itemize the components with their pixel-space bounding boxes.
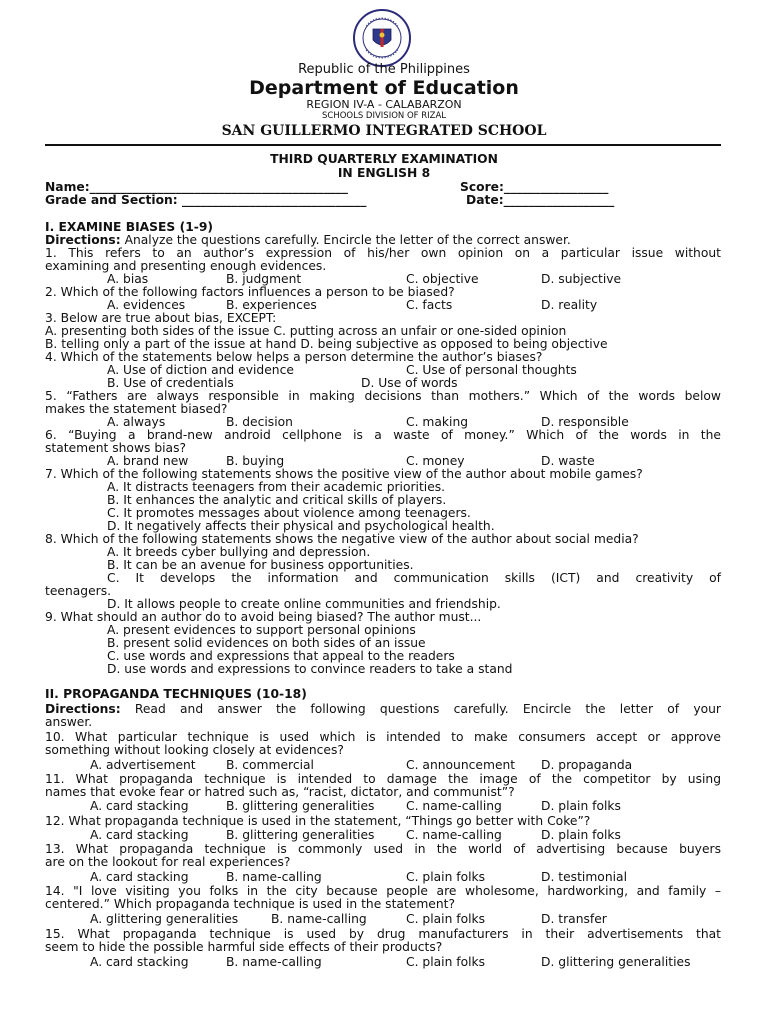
- q2-choice-d[interactable]: D. reality: [541, 298, 598, 312]
- q10-choice-a[interactable]: A. advertisement: [90, 758, 196, 772]
- q6-choice-a[interactable]: A. brand new: [107, 454, 189, 468]
- q8-choice-c-cont: teenagers.: [45, 584, 112, 598]
- q5-choice-b[interactable]: B. decision: [226, 415, 293, 429]
- date-field[interactable]: Date:__________________: [466, 193, 615, 207]
- region-text: REGION IV-A - CALABARZON: [306, 98, 462, 111]
- q9-text: 9. What should an author do to avoid being biased? The author must...: [45, 610, 482, 624]
- q14-text-cont: centered.” Which propaganda technique is used in the statement?: [45, 897, 456, 911]
- q10-choice-c[interactable]: C. announcement: [406, 758, 516, 772]
- q1-choice-b[interactable]: B. judgment: [226, 272, 302, 286]
- q2-choice-a[interactable]: A. evidences: [107, 298, 186, 312]
- q5-choice-c[interactable]: C. making: [406, 415, 469, 429]
- q9-choice-d[interactable]: D. use words and expressions to convince readers to take a stand: [107, 662, 513, 676]
- q6-choice-c[interactable]: C. money: [406, 454, 465, 468]
- q2-text: 2. Which of the following factors influences a person to be biased?: [45, 285, 455, 299]
- exam-title: THIRD QUARTERLY EXAMINATION: [270, 152, 498, 166]
- q1-choice-c[interactable]: C. objective: [406, 272, 479, 286]
- q6-choice-b[interactable]: B. buying: [226, 454, 285, 468]
- q8-choice-c[interactable]: C. It develops the information and communication skills (ICT) and creativity of: [107, 571, 721, 585]
- section1-title: I. EXAMINE BIASES (1-9): [45, 220, 214, 234]
- q13-text-cont: are on the lookout for real experiences?: [45, 855, 291, 869]
- q5-choice-a[interactable]: A. always: [107, 415, 166, 429]
- q1-text-cont: examining and presenting enough evidences.: [45, 259, 327, 273]
- deped-seal-icon: [352, 8, 412, 68]
- q14-choice-c[interactable]: C. plain folks: [406, 912, 486, 926]
- name-label: Name:: [45, 180, 90, 194]
- section2-title: II. PROPAGANDA TECHNIQUES (10-18): [45, 687, 307, 701]
- q9-choice-a[interactable]: A. present evidences to support personal opinions: [107, 623, 416, 637]
- q14-text: 14. "I love visiting you folks in the city because people are wholesome, hardworking, and family –: [45, 884, 721, 898]
- q8-choice-a[interactable]: A. It breeds cyber bullying and depression.: [107, 545, 371, 559]
- exam-subject: IN ENGLISH 8: [337, 166, 431, 180]
- q2-choice-c[interactable]: C. facts: [406, 298, 453, 312]
- q10-choice-b[interactable]: B. commercial: [226, 758, 314, 772]
- q3-choices-ac[interactable]: A. presenting both sides of the issue C. putting across an unfair or one-sided opinion: [45, 324, 567, 338]
- q3-choices-bd[interactable]: B. telling only a part of the issue at hand D. being subjective as opposed to being objective: [45, 337, 608, 351]
- q6-text: 6. “Buying a brand-new android cellphone is a waste of money.” Which of the words in the: [45, 428, 721, 442]
- q15-text-cont: seem to hide the possible harmful side effects of their products?: [45, 940, 443, 954]
- q2-choice-b[interactable]: B. experiences: [226, 298, 317, 312]
- q12-choice-a[interactable]: A. card stacking: [90, 828, 189, 842]
- q12-text: 12. What propaganda technique is used in the statement, “Things go better with Coke”?: [45, 814, 591, 828]
- q10-choice-d[interactable]: D. propaganda: [541, 758, 633, 772]
- q4-choice-a[interactable]: A. Use of diction and evidence: [107, 363, 294, 377]
- q6-choice-d[interactable]: D. waste: [541, 454, 595, 468]
- q11-choice-c[interactable]: C. name-calling: [406, 799, 502, 813]
- q1-text: 1. This refers to an author’s expression of his/her own opinion on a particular issue without: [45, 246, 721, 260]
- q5-text-cont: makes the statement biased?: [45, 402, 228, 416]
- q15-choice-d[interactable]: D. glittering generalities: [541, 955, 691, 969]
- q4-text: 4. Which of the statements below helps a person determine the author’s biases?: [45, 350, 543, 364]
- division-text: SCHOOLS DIVISION OF RIZAL: [321, 111, 447, 121]
- score-label: Score:: [460, 180, 504, 194]
- q11-text: 11. What propaganda technique is intended to damage the image of the competitor by using: [45, 772, 721, 786]
- q13-choice-c[interactable]: C. plain folks: [406, 870, 486, 884]
- q13-choice-a[interactable]: A. card stacking: [90, 870, 189, 884]
- q11-choice-b[interactable]: B. glittering generalities: [226, 799, 375, 813]
- q12-choice-c[interactable]: C. name-calling: [406, 828, 502, 842]
- section2-directions: Directions: Read and answer the following questions carefully. Encircle the letter of your: [45, 702, 721, 716]
- q5-text: 5. “Fathers are always responsible in making decisions than mothers.” Which of the words below: [45, 389, 721, 403]
- q15-choice-a[interactable]: A. card stacking: [90, 955, 189, 969]
- q7-text: 7. Which of the following statements shows the positive view of the author about mobile games?: [45, 467, 643, 481]
- q7-choice-c[interactable]: C. It promotes messages about violence among teenagers.: [107, 506, 471, 520]
- q3-text: 3. Below are true about bias, EXCEPT:: [45, 311, 277, 325]
- score-field[interactable]: Score:_________________: [460, 180, 609, 194]
- q13-choice-d[interactable]: D. testimonial: [541, 870, 627, 884]
- name-field[interactable]: Name:__________________________________________: [45, 180, 348, 194]
- q4-choice-c[interactable]: C. Use of personal thoughts: [406, 363, 577, 377]
- q14-choice-b[interactable]: B. name-calling: [271, 912, 367, 926]
- q12-choice-b[interactable]: B. glittering generalities: [226, 828, 375, 842]
- q7-choice-d[interactable]: D. It negatively affects their physical and psychological health.: [107, 519, 495, 533]
- date-label: Date:: [466, 193, 504, 207]
- section2-directions-cont: answer.: [45, 715, 93, 729]
- q15-choice-b[interactable]: B. name-calling: [226, 955, 322, 969]
- q9-choice-c[interactable]: C. use words and expressions that appeal to the readers: [107, 649, 455, 663]
- q6-text-cont: statement shows bias?: [45, 441, 187, 455]
- header-divider: [45, 144, 721, 146]
- q11-choice-d[interactable]: D. plain folks: [541, 799, 621, 813]
- q15-choice-c[interactable]: C. plain folks: [406, 955, 486, 969]
- q12-choice-d[interactable]: D. plain folks: [541, 828, 621, 842]
- section1-directions: Directions: Analyze the questions carefully. Encircle the letter of the correct answer.: [45, 233, 571, 247]
- q8-text: 8. Which of the following statements shows the negative view of the author about social media?: [45, 532, 639, 546]
- q14-choice-d[interactable]: D. transfer: [541, 912, 607, 926]
- q13-choice-b[interactable]: B. name-calling: [226, 870, 322, 884]
- q11-text-cont: names that evoke fear or hatred such as, “racist, dictator, and communist”?: [45, 785, 515, 799]
- q1-choice-a[interactable]: A. bias: [107, 272, 149, 286]
- q7-choice-a[interactable]: A. It distracts teenagers from their academic priorities.: [107, 480, 446, 494]
- q9-choice-b[interactable]: B. present solid evidences on both sides of an issue: [107, 636, 426, 650]
- q4-choice-d[interactable]: D. Use of words: [361, 376, 458, 390]
- q14-choice-a[interactable]: A. glittering generalities: [90, 912, 239, 926]
- q11-choice-a[interactable]: A. card stacking: [90, 799, 189, 813]
- q7-choice-b[interactable]: B. It enhances the analytic and critical skills of players.: [107, 493, 447, 507]
- q8-choice-d[interactable]: D. It allows people to create online communities and friendship.: [107, 597, 501, 611]
- q8-choice-b[interactable]: B. It can be an avenue for business opportunities.: [107, 558, 414, 572]
- q1-choice-d[interactable]: D. subjective: [541, 272, 622, 286]
- q5-choice-d[interactable]: D. responsible: [541, 415, 629, 429]
- republic-text: Republic of the Philippines: [298, 62, 470, 77]
- grade-label: Grade and Section:: [45, 193, 178, 207]
- q15-text: 15. What propaganda technique is used by drug manufacturers in their advertisements that: [45, 927, 721, 941]
- department-title: Department of Education: [249, 77, 519, 99]
- q10-text: 10. What particular technique is used which is intended to make consumers accept or approve: [45, 730, 721, 744]
- grade-section-field[interactable]: Grade and Section: ______________________________: [45, 193, 367, 207]
- q4-choice-b[interactable]: B. Use of credentials: [107, 376, 234, 390]
- school-name: SAN GUILLERMO INTEGRATED SCHOOL: [221, 123, 547, 139]
- q10-text-cont: something without looking closely at evidences?: [45, 743, 344, 757]
- q13-text: 13. What propaganda technique is commonly used in the world of advertising because buyers: [45, 842, 721, 856]
